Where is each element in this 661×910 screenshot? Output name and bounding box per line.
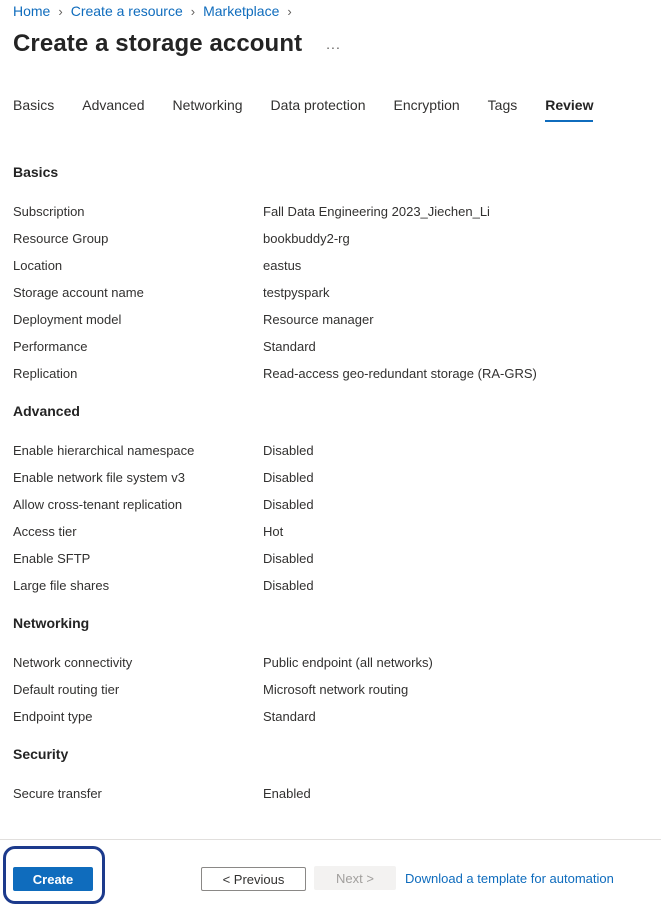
row-value: bookbuddy2-rg xyxy=(263,231,350,246)
review-row xyxy=(13,198,653,225)
review-row xyxy=(13,545,653,572)
row-value: Disabled xyxy=(263,497,314,512)
row-label: Resource Group xyxy=(13,231,109,246)
row-label: Deployment model xyxy=(13,312,122,327)
page-title: Create a storage account xyxy=(13,30,303,57)
tab-basics[interactable]: Basics xyxy=(13,97,55,113)
review-row xyxy=(13,306,653,333)
breadcrumb-marketplace[interactable]: Marketplace xyxy=(203,3,280,19)
row-label: Location xyxy=(13,258,63,273)
row-label: Endpoint type xyxy=(13,709,93,724)
review-row xyxy=(13,491,653,518)
chevron-right-icon: › xyxy=(58,3,63,19)
breadcrumb-home[interactable]: Home xyxy=(13,3,51,19)
review-row xyxy=(13,225,653,252)
row-label: Performance xyxy=(13,339,88,354)
section-title: Basics xyxy=(13,164,59,180)
review-row xyxy=(13,649,653,676)
tab-networking[interactable]: Networking xyxy=(172,97,243,113)
row-label: Network connectivity xyxy=(13,655,133,670)
row-value: Microsoft network routing xyxy=(263,682,409,697)
row-label: Replication xyxy=(13,366,78,381)
review-row xyxy=(13,464,653,491)
row-value: Hot xyxy=(263,524,284,539)
wizard-tabs xyxy=(13,97,621,122)
section-advanced xyxy=(13,399,653,599)
row-value: Disabled xyxy=(263,551,314,566)
row-value: Enabled xyxy=(263,786,311,801)
breadcrumb-create-a-resource[interactable]: Create a resource xyxy=(70,3,183,19)
next-button[interactable]: Next > xyxy=(314,866,396,890)
row-value: Read-access geo-redundant storage (RA-GRS) xyxy=(263,366,537,381)
review-row xyxy=(13,252,653,279)
download-template-link[interactable]: Download a template for automation xyxy=(405,871,614,886)
row-label: Storage account name xyxy=(13,285,144,300)
row-label: Enable SFTP xyxy=(13,551,91,566)
row-value: testpyspark xyxy=(263,285,330,300)
row-label: Secure transfer xyxy=(13,786,102,801)
chevron-right-icon: › xyxy=(287,3,292,19)
title-row xyxy=(13,30,341,58)
tab-tags[interactable]: Tags xyxy=(487,97,518,113)
row-label: Enable hierarchical namespace xyxy=(13,443,195,458)
tab-data-protection[interactable]: Data protection xyxy=(270,97,366,113)
more-options-icon[interactable]: ... xyxy=(326,36,341,52)
section-title: Security xyxy=(13,746,69,762)
row-label: Default routing tier xyxy=(13,682,120,697)
review-row xyxy=(13,518,653,545)
row-value: Standard xyxy=(263,709,316,724)
row-value: Public endpoint (all networks) xyxy=(263,655,433,670)
review-content xyxy=(13,160,653,819)
section-title: Advanced xyxy=(13,403,80,419)
review-row xyxy=(13,780,653,807)
tab-advanced[interactable]: Advanced xyxy=(82,97,145,113)
row-value: Resource manager xyxy=(263,312,374,327)
review-row xyxy=(13,703,653,730)
row-value: Disabled xyxy=(263,443,314,458)
tab-review[interactable]: Review xyxy=(545,97,593,122)
section-networking xyxy=(13,611,653,730)
row-value: Disabled xyxy=(263,578,314,593)
review-row xyxy=(13,437,653,464)
review-row xyxy=(13,572,653,599)
row-value: eastus xyxy=(263,258,302,273)
row-label: Enable network file system v3 xyxy=(13,470,185,485)
section-basics xyxy=(13,160,653,387)
row-label: Access tier xyxy=(13,524,77,539)
breadcrumb xyxy=(13,3,300,19)
row-label: Subscription xyxy=(13,204,85,219)
review-row xyxy=(13,676,653,703)
footer-divider xyxy=(0,839,661,840)
review-row xyxy=(13,333,653,360)
create-button[interactable]: Create xyxy=(13,867,93,891)
row-label: Allow cross-tenant replication xyxy=(13,497,183,512)
tab-encryption[interactable]: Encryption xyxy=(393,97,460,113)
review-row xyxy=(13,360,653,387)
row-value: Standard xyxy=(263,339,316,354)
section-title: Networking xyxy=(13,615,90,631)
review-row xyxy=(13,279,653,306)
row-label: Large file shares xyxy=(13,578,110,593)
section-security xyxy=(13,742,653,807)
row-value: Disabled xyxy=(263,470,314,485)
row-value: Fall Data Engineering 2023_Jiechen_Li xyxy=(263,204,490,219)
previous-button[interactable]: < Previous xyxy=(201,867,306,891)
chevron-right-icon: › xyxy=(190,3,196,19)
